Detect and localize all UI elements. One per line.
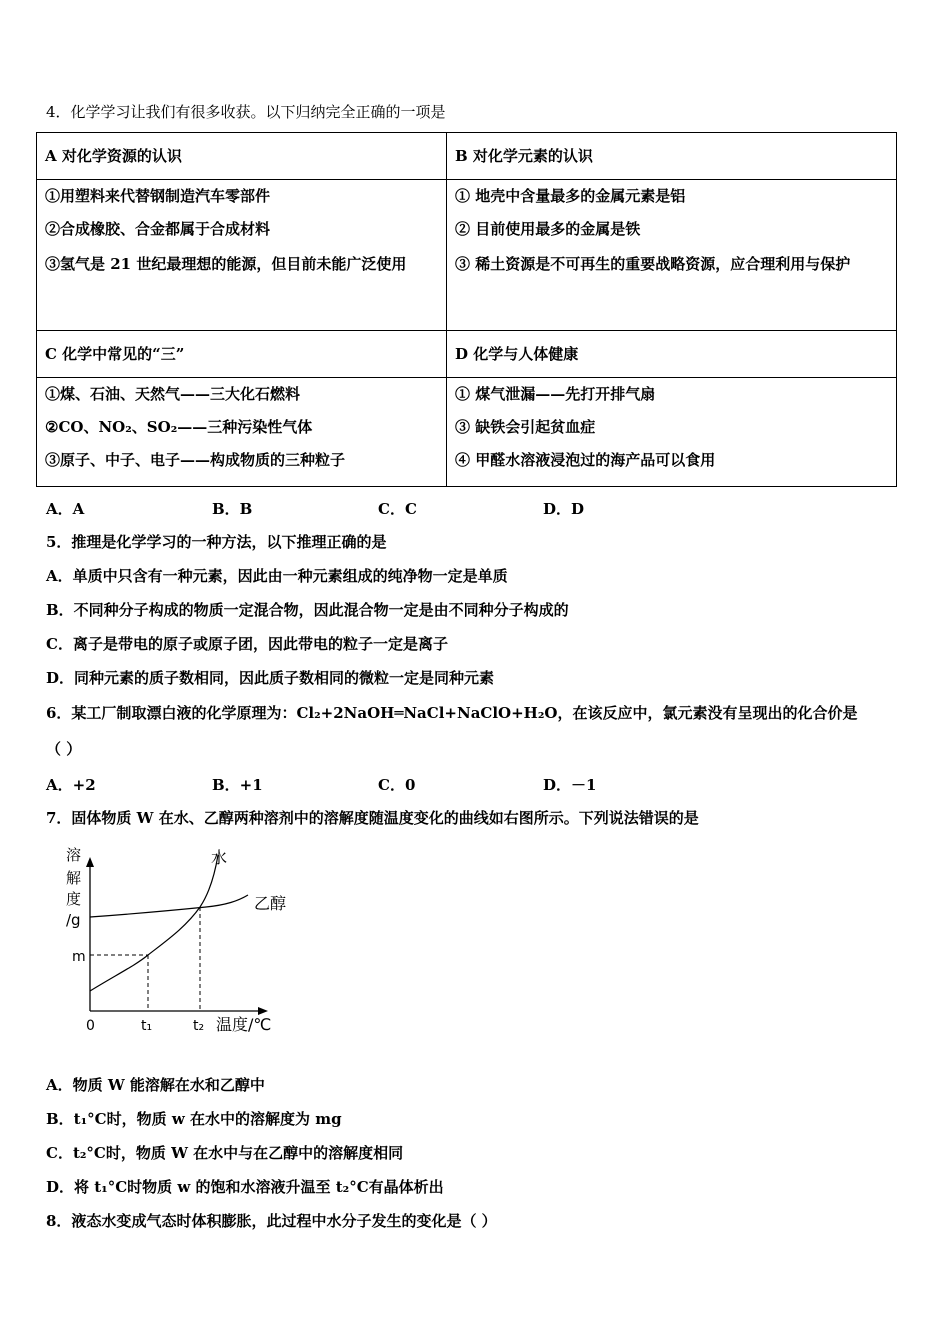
b-item-2: ② 目前使用最多的金属是铁 — [455, 220, 641, 238]
q4-option-a[interactable]: A．A — [46, 500, 85, 518]
a-item-3: ③氢气是 21 世纪最理想的能源，但目前未能广泛使用 — [45, 255, 407, 273]
a-item-1: ①用塑料来代替钢制造汽车零部件 — [45, 187, 271, 205]
d-item-1: ① 煤气泄漏——先打开排气扇 — [455, 385, 656, 403]
y-label-1: 溶 — [66, 846, 82, 864]
d-item-2: ③ 缺铁会引起贫血症 — [455, 418, 596, 436]
q6-option-d[interactable]: D．－1 — [543, 776, 597, 794]
cell-b-title: B 对化学元素的认识 — [447, 133, 897, 180]
q5-option-d[interactable]: D．同种元素的质子数相同，因此质子数相同的微粒一定是同种元素 — [46, 669, 495, 687]
q6-option-b[interactable]: B．+1 — [212, 776, 263, 794]
q5-stem: 5．推理是化学学习的一种方法，以下推理正确的是 — [46, 533, 387, 551]
b-item-3: ③ 稀土资源是不可再生的重要战略资源，应合理利用与保护 — [455, 255, 851, 273]
t1-label: t₁ — [141, 1018, 153, 1034]
cell-c-title: C 化学中常见的“三” — [37, 331, 447, 378]
x-axis-arrow-icon — [258, 1007, 268, 1015]
q4-option-c[interactable]: C．C — [378, 500, 417, 518]
cell-a-body — [37, 180, 447, 331]
q4-option-b[interactable]: B．B — [212, 500, 253, 518]
q7-stem: 7．固体物质 W 在水、乙醇两种溶剂中的溶解度随温度变化的曲线如右图所示。下列说法错误的是 — [46, 809, 699, 827]
cell-d-body — [447, 378, 897, 487]
cell-c-body — [37, 378, 447, 487]
q4-stem: 4．化学学习让我们有很多收获。以下归纳完全正确的一项是 — [46, 103, 446, 121]
d-item-3: ④ 甲醛水溶液浸泡过的海产品可以食用 — [455, 451, 716, 469]
q4-option-d[interactable]: D．D — [543, 500, 585, 518]
y-label-2: 解 — [66, 869, 82, 887]
ethanol-curve — [90, 895, 248, 917]
water-curve — [90, 855, 218, 991]
q7-option-a[interactable]: A．物质 W 能溶解在水和乙醇中 — [46, 1076, 265, 1094]
q6-option-a[interactable]: A．+2 — [46, 776, 96, 794]
q7-option-b[interactable]: B．t₁°C时，物质 w 在水中的溶解度为 mg — [46, 1110, 342, 1128]
y-label-3: 度 — [66, 890, 82, 908]
b-item-1: ① 地壳中含量最多的金属元素是铝 — [455, 187, 686, 205]
water-label: 水 — [211, 848, 228, 867]
q6-blank: （ ） — [46, 740, 82, 758]
q5-option-c[interactable]: C．离子是带电的原子或原子团，因此带电的粒子一定是离子 — [46, 635, 448, 653]
q6-stem: 6．某工厂制取漂白液的化学原理为：Cl₂+2NaOH═NaCl+NaClO+H₂O，在该反应中，氯元素没有呈现出的化合价是 — [46, 704, 858, 722]
ethanol-label: 乙醇 — [254, 894, 287, 913]
q5-option-b[interactable]: B．不同种分子构成的物质一定混合物，因此混合物一定是由不同种分子构成的 — [46, 601, 569, 619]
c-item-3: ③原子、中子、电子——构成物质的三种粒子 — [45, 451, 346, 469]
q8-stem: 8．液态水变成气态时体积膨胀，此过程中水分子发生的变化是（ ） — [46, 1212, 497, 1230]
t2-label: t₂ — [193, 1018, 205, 1034]
cell-d-title: D 化学与人体健康 — [447, 331, 897, 378]
m-label: m — [72, 949, 86, 965]
q6-option-c[interactable]: C．0 — [378, 776, 416, 794]
solubility-chart — [56, 843, 306, 1043]
cell-b-body — [447, 180, 897, 331]
origin-label: 0 — [86, 1018, 95, 1034]
y-axis-arrow-icon — [86, 857, 94, 867]
cell-a-title: A 对化学资源的认识 — [37, 133, 447, 180]
q5-option-a[interactable]: A．单质中只含有一种元素，因此由一种元素组成的纯净物一定是单质 — [46, 567, 508, 585]
y-label-4: /g — [66, 911, 81, 929]
c-item-1: ①煤、石油、天然气——三大化石燃料 — [45, 385, 301, 403]
q7-option-d[interactable]: D．将 t₁°C时物质 w 的饱和水溶液升温至 t₂°C有晶体析出 — [46, 1178, 444, 1196]
x-label: 温度/℃ — [216, 1015, 272, 1034]
q4-table — [36, 132, 897, 487]
q7-option-c[interactable]: C．t₂°C时，物质 W 在水中与在乙醇中的溶解度相同 — [46, 1144, 404, 1162]
c-item-2: ②CO、NO₂、SO₂——三种污染性气体 — [45, 418, 313, 436]
a-item-2: ②合成橡胶、合金都属于合成材料 — [45, 220, 271, 238]
